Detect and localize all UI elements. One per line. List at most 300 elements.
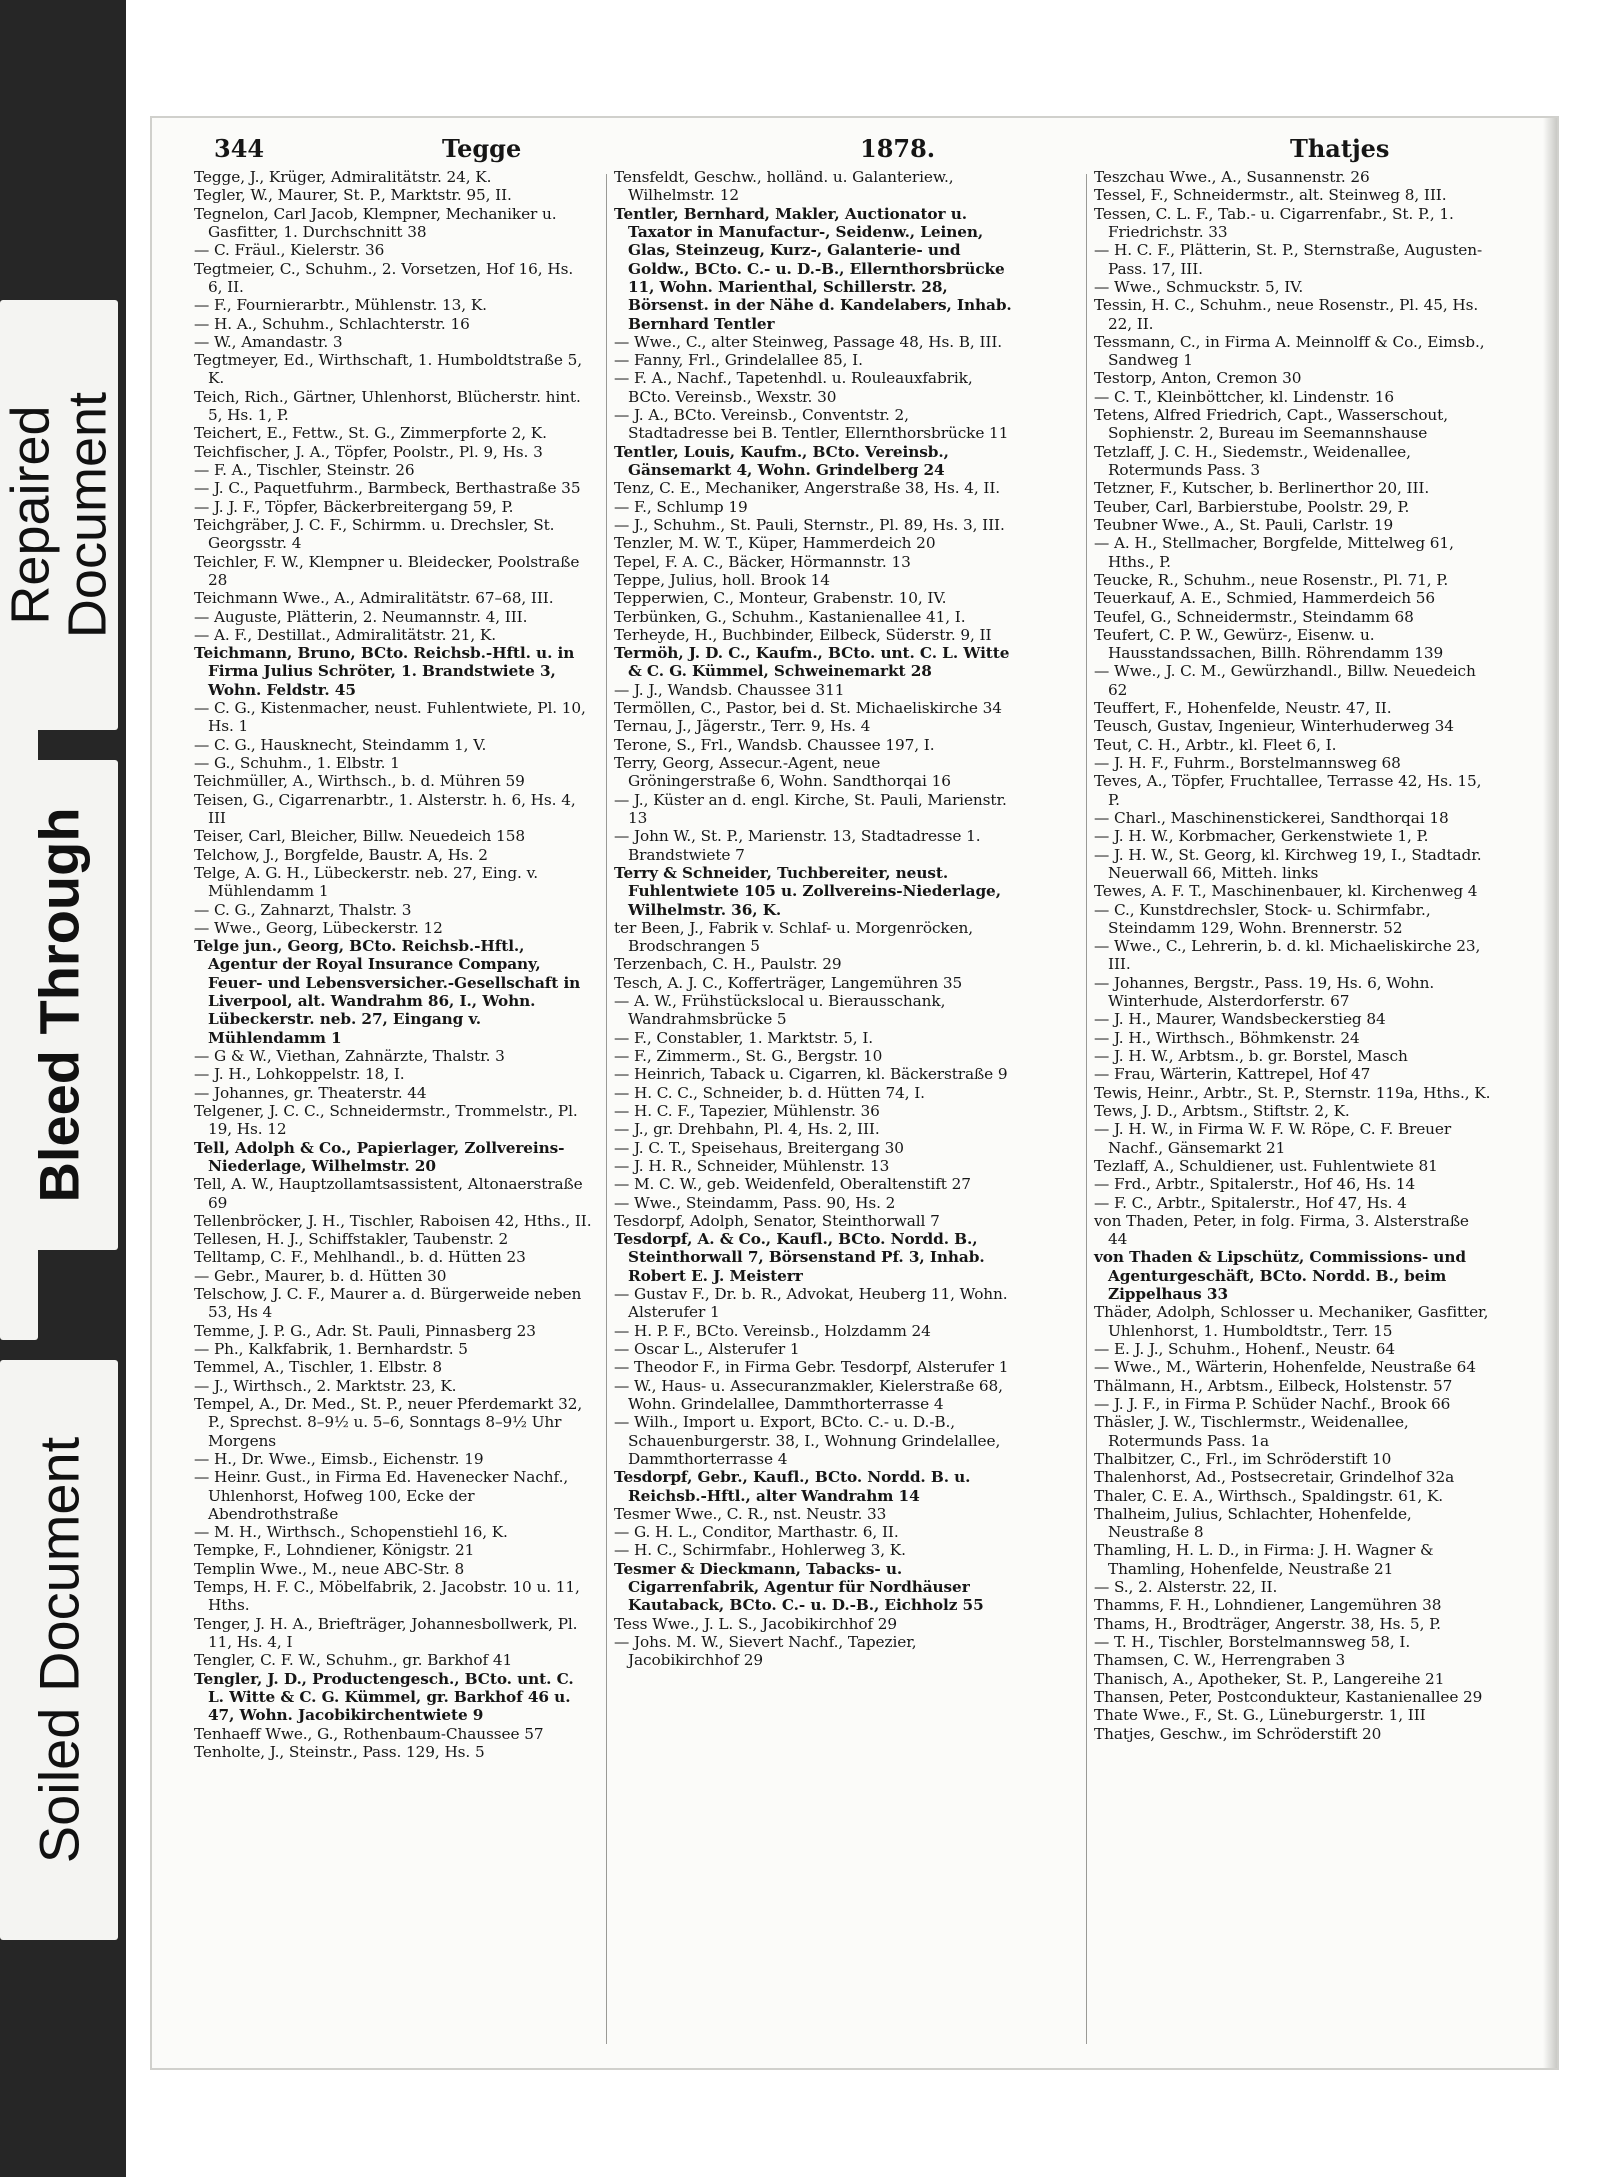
- entry-text: — F. A., Nachf., Tapetenhdl. u. Rouleauxfabrik, BCto. Vereinsb., Wexstr. 30: [614, 369, 973, 406]
- entry-text: — Wwe., C., alter Steinweg, Passage 48, Hs. B, III.: [614, 332, 1003, 351]
- directory-entry: [614, 1340, 1012, 1358]
- directory-page: [152, 118, 1557, 2068]
- directory-entry: [1094, 1468, 1492, 1486]
- directory-entry: [194, 205, 592, 242]
- directory-entry: [1094, 479, 1492, 497]
- entry-text: Tepperwien, C., Monteur, Grabenstr. 10, IV.: [614, 589, 947, 608]
- entry-text: — Wwe., Steindamm, Pass. 90, Hs. 2: [614, 1193, 896, 1212]
- entry-text: Termöllen, C., Pastor, bei d. St. Michaeliskirche 34: [614, 699, 1002, 718]
- entry-text: — H., Dr. Wwe., Eimsb., Eichenstr. 19: [194, 1449, 484, 1468]
- entry-text: Teucke, R., Schuhm., neue Rosenstr., Pl. 71, P.: [1094, 570, 1449, 589]
- directory-entry: [1094, 1633, 1492, 1651]
- directory-entry: [614, 1615, 1012, 1633]
- entry-text: Tengler, C. F. W., Schuhm., gr. Barkhof 41: [194, 1651, 513, 1670]
- directory-entry: [1094, 1377, 1492, 1395]
- entry-text: — A. W., Frühstückslocal u. Bierausschank, Wandrahmsbrücke 5: [614, 992, 946, 1029]
- entry-text: Tegtmeier, C., Schuhm., 2. Vorsetzen, Hof 16, Hs. 6, II.: [194, 259, 574, 296]
- directory-entry: [1094, 443, 1492, 480]
- directory-entry: [1094, 1688, 1492, 1706]
- directory-entry: [1094, 1413, 1492, 1450]
- entry-text: ter Been, J., Fabrik v. Schlaf- u. Morgenröcken, Brodschrangen 5: [614, 918, 974, 956]
- entry-text: Tellenbröcker, J. H., Tischler, Raboisen 42, Hths., II.: [194, 1211, 592, 1230]
- directory-entry: [1094, 809, 1492, 827]
- directory-entry: [194, 919, 592, 937]
- directory-entry: [614, 919, 1012, 956]
- directory-entry: [1094, 1084, 1492, 1102]
- directory-entry: [614, 992, 1012, 1029]
- entry-text: Temme, J. P. G., Adr. St. Pauli, Pinnasberg 23: [194, 1321, 536, 1340]
- entry-text: — Oscar L., Alsterufer 1: [614, 1340, 800, 1358]
- directory-entry: [1094, 937, 1492, 974]
- entry-text: Teusch, Gustav, Ingenieur, Winterhuderweg 34: [1094, 717, 1454, 736]
- entry-text: Terbünken, G., Schuhm., Kastanienallee 41, I.: [614, 607, 966, 626]
- directory-entry: [194, 1047, 592, 1065]
- entry-text: Telchow, J., Borgfelde, Baustr. A, Hs. 2: [194, 845, 488, 864]
- directory-entry: [1094, 736, 1492, 754]
- directory-entry: [1094, 1010, 1492, 1028]
- entry-text: Tetzner, F., Kutscher, b. Berlinerthor 20, III.: [1094, 479, 1430, 498]
- directory-entry: [1094, 772, 1492, 809]
- entry-text: — J. H., Lohkoppelstr. 18, I.: [194, 1065, 405, 1084]
- directory-entry: [194, 1065, 592, 1083]
- entry-text: — Theodor F., in Firma Gebr. Tesdorpf, Alsterufer 1: [614, 1358, 1009, 1377]
- directory-entry: [1094, 186, 1492, 204]
- directory-entry: [614, 1029, 1012, 1047]
- entry-text: Teichler, F. W., Klempner u. Bleidecker, Poolstraße 28: [194, 552, 580, 589]
- entry-text: Terheyde, H., Buchbinder, Eilbeck, Süderstr. 9, II: [614, 625, 992, 644]
- entry-text: Teut, C. H., Arbtr., kl. Fleet 6, I.: [1094, 735, 1337, 754]
- entry-text: — Heinr. Gust., in Firma Ed. Havenecker Nachf., Uhlenhorst, Hofweg 100, Ecke der Abendrothstraße: [194, 1468, 569, 1523]
- directory-entry: [194, 1450, 592, 1468]
- directory-entry: [194, 388, 592, 425]
- entry-text: Tewis, Heinr., Arbtr., St. P., Sternstr. 119a, Hths., K.: [1094, 1083, 1491, 1102]
- directory-entry: [614, 1120, 1012, 1138]
- entry-text: Tempke, F., Lohndiener, Königstr. 21: [194, 1541, 475, 1560]
- entry-text: — J. H. R., Schneider, Mühlenstr. 13: [614, 1156, 890, 1175]
- directory-entry: [1094, 1248, 1492, 1303]
- directory-entry: [1094, 1029, 1492, 1047]
- directory-entry: [614, 168, 1012, 205]
- entry-text: — J. J. F., in Firma P. Schüder Nachf., Brook 66: [1094, 1394, 1451, 1413]
- entry-text: — J. H., Maurer, Wandsbeckerstieg 84: [1094, 1010, 1386, 1029]
- directory-entry: [1094, 516, 1492, 534]
- directory-entry: [194, 1212, 592, 1230]
- entry-text: Terry, Georg, Assecur.-Agent, neue Gröningerstraße 6, Wohn. Sandthorqai 16: [614, 754, 951, 791]
- entry-text: Tesmer & Dieckmann, Tabacks- u. Cigarrenfabrik, Agentur für Nordhäuser Kautaback, BCto. C.- u. D.-B., Eichholz 55: [614, 1559, 984, 1615]
- directory-entry: [1094, 1047, 1492, 1065]
- directory-entry: [194, 1322, 592, 1340]
- entry-text: Telltamp, C. F., Mehlhandl., b. d. Hütten 23: [194, 1248, 526, 1267]
- directory-entry: [614, 1175, 1012, 1193]
- entry-text: — M. C. W., geb. Weidenfeld, Oberaltenstift 27: [614, 1175, 971, 1194]
- directory-entry: [1094, 534, 1492, 571]
- directory-entry: [1094, 406, 1492, 443]
- entry-text: Telschow, J. C. F., Maurer a. d. Bürgerweide neben 53, Hs 4: [194, 1285, 582, 1322]
- directory-entry: [614, 553, 1012, 571]
- directory-entry: [194, 1340, 592, 1358]
- entry-text: Tessin, H. C., Schuhm., neue Rosenstr., Pl. 45, Hs. 22, II.: [1094, 296, 1479, 333]
- directory-entry: [1094, 1578, 1492, 1596]
- directory-column-2: [614, 168, 1012, 1670]
- directory-entry: [194, 315, 592, 333]
- entry-text: — Wwe., Georg, Lübeckerstr. 12: [194, 918, 443, 937]
- directory-entry: [194, 644, 592, 699]
- entry-text: Tesmer Wwe., C. R., nst. Neustr. 33: [614, 1504, 887, 1523]
- entry-text: Teves, A., Töpfer, Fruchtallee, Terrasse 42, Hs. 15, P.: [1094, 772, 1482, 809]
- directory-entry: [1094, 1395, 1492, 1413]
- directory-entry: [1094, 388, 1492, 406]
- entry-text: Teichmüller, A., Wirthsch., b. d. Mühren 59: [194, 772, 525, 791]
- directory-entry: [614, 1523, 1012, 1541]
- directory-entry: [614, 608, 1012, 626]
- entry-text: — Heinrich, Taback u. Cigarren, kl. Bäckerstraße 9: [614, 1065, 1008, 1084]
- entry-text: — J. H. W., in Firma W. F. W. Röpe, C. F. Breuer Nachf., Gänsemarkt 21: [1094, 1120, 1452, 1157]
- entry-text: Tenzler, M. W. T., Küper, Hammerdeich 20: [614, 534, 936, 553]
- entry-text: — Wilh., Import u. Export, BCto. C.- u. D.-B., Schauenburgerstr. 38, I., Wohnung Grindelallee, Dammthorterrasse 4: [614, 1413, 1001, 1468]
- directory-entry: [194, 186, 592, 204]
- entry-text: Tenz, C. E., Mechaniker, Angerstraße 38, Hs. 4, II.: [614, 479, 1001, 498]
- directory-entry: [1094, 662, 1492, 699]
- directory-entry: [194, 553, 592, 590]
- directory-entry: [194, 1615, 592, 1652]
- entry-text: — Frau, Wärterin, Kattrepel, Hof 47: [1094, 1065, 1371, 1084]
- entry-text: Teichmann, Bruno, BCto. Reichsb.-Hftl. u. in Firma Julius Schröter, 1. Brandstwiete 3, Wohn. Feldstr. 45: [194, 644, 575, 699]
- directory-entry: [1094, 296, 1492, 333]
- entry-text: — C. G., Zahnarzt, Thalstr. 3: [194, 900, 412, 919]
- entry-text: Teuffert, F., Hohenfelde, Neustr. 47, II.: [1094, 699, 1392, 718]
- entry-text: Telge, A. G. H., Lübeckerstr. neb. 27, Eing. v. Mühlendamm 1: [194, 863, 539, 901]
- entry-text: — J., Küster an d. engl. Kirche, St. Pauli, Marienstr. 13: [614, 790, 1007, 827]
- directory-entry: [614, 369, 1012, 406]
- directory-entry: [194, 589, 592, 607]
- directory-entry: [1094, 1157, 1492, 1175]
- entry-text: — Ph., Kalkfabrik, 1. Bernhardstr. 5: [194, 1340, 468, 1358]
- entry-text: — G. H. L., Conditor, Marthastr. 6, II.: [614, 1523, 899, 1542]
- entry-text: Tetens, Alfred Friedrich, Capt., Wasserschout, Sophienstr. 2, Bureau im Seemannshause: [1094, 406, 1448, 443]
- directory-entry: [194, 168, 592, 186]
- entry-text: — Auguste, Plätterin, 2. Neumannstr. 4, III.: [194, 607, 528, 626]
- entry-text: Thamms, F. H., Lohndiener, Langemühren 38: [1094, 1596, 1442, 1615]
- directory-entry: [614, 479, 1012, 497]
- directory-entry: [194, 736, 592, 754]
- directory-entry: [614, 351, 1012, 369]
- directory-entry: [194, 1230, 592, 1248]
- directory-entry: [194, 1358, 592, 1376]
- directory-entry: [614, 406, 1012, 443]
- directory-entry: [1094, 1670, 1492, 1688]
- directory-entry: [194, 479, 592, 497]
- entry-text: — E. J. J., Schuhm., Hohenf., Neustr. 64: [1094, 1340, 1396, 1358]
- directory-entry: [614, 1157, 1012, 1175]
- directory-entry: [194, 1175, 592, 1212]
- entry-text: von Thaden, Peter, in folg. Firma, 3. Alsterstraße 44: [1094, 1211, 1469, 1249]
- entry-text: — Johannes, Bergstr., Pass. 19, Hs. 6, Wohn. Winterhude, Alsterdorferstr. 67: [1094, 973, 1435, 1011]
- entry-text: Temmel, A., Tischler, 1. Elbstr. 8: [194, 1358, 443, 1377]
- left-catchword: Tegge: [442, 134, 522, 163]
- right-catchword: Thatjes: [1290, 134, 1390, 163]
- label-text: Bleed Through: [27, 807, 91, 1203]
- directory-entry: [194, 498, 592, 516]
- entry-text: — H. C. F., Tapezier, Mühlenstr. 36: [614, 1101, 880, 1120]
- entry-text: — Gebr., Maurer, b. d. Hütten 30: [194, 1266, 447, 1285]
- directory-entry: [194, 791, 592, 828]
- directory-entry: [1094, 1303, 1492, 1340]
- entry-text: Thansen, Peter, Postcondukteur, Kastanienallee 29: [1094, 1687, 1483, 1706]
- entry-text: Tessen, C. L. F., Tab.- u. Cigarrenfabr., St. P., 1. Friedrichstr. 33: [1094, 204, 1454, 241]
- entry-text: Teufel, G., Schneidermstr., Steindamm 68: [1094, 607, 1414, 626]
- directory-entry: [614, 498, 1012, 516]
- directory-column-3: [1094, 168, 1492, 1743]
- directory-entry: [1094, 699, 1492, 717]
- directory-entry: [1094, 369, 1492, 387]
- directory-entry: [194, 1468, 592, 1523]
- entry-text: Teichfischer, J. A., Töpfer, Poolstr., Pl. 9, Hs. 3: [194, 442, 543, 461]
- directory-entry: [194, 1541, 592, 1559]
- entry-text: — J., Schuhm., St. Pauli, Sternstr., Pl. 89, Hs. 3, III.: [614, 515, 1005, 534]
- entry-text: Thaler, C. E. A., Wirthsch., Spaldingstr. 61, K.: [1094, 1486, 1444, 1505]
- directory-entry: [194, 443, 592, 461]
- entry-text: — J. A., BCto. Vereinsb., Conventstr. 2, Stadtadresse bei B. Tentler, Ellernthorsbrücke 11: [614, 406, 1009, 443]
- directory-entry: [614, 1468, 1012, 1505]
- entry-text: Thamsen, C. W., Herrengraben 3: [1094, 1651, 1346, 1670]
- entry-text: Teiser, Carl, Bleicher, Billw. Neuedeich 158: [194, 827, 525, 846]
- entry-text: — H. C. F., Plätterin, St. P., Sternstraße, Augusten-Pass. 17, III.: [1094, 241, 1483, 278]
- entry-text: — H. A., Schuhm., Schlachterstr. 16: [194, 314, 470, 333]
- directory-entry: [1094, 1725, 1492, 1743]
- entry-text: — F., Constabler, 1. Marktstr. 5, I.: [614, 1028, 874, 1047]
- entry-text: — J., Wirthsch., 2. Marktstr. 23, K.: [194, 1376, 457, 1395]
- entry-text: Tell, Adolph & Co., Papierlager, Zollvereins-Niederlage, Wilhelmstr. 20: [194, 1138, 565, 1175]
- directory-entry: [614, 1377, 1012, 1414]
- directory-entry: [614, 516, 1012, 534]
- entry-text: Tessel, F., Schneidermstr., alt. Steinweg 8, III.: [1094, 186, 1447, 205]
- directory-entry: [614, 827, 1012, 864]
- entry-text: — C. G., Kistenmacher, neust. Fuhlentwiete, Pl. 10, Hs. 1: [194, 699, 586, 736]
- entry-text: — J. J., Wandsb. Chaussee 311: [614, 680, 845, 699]
- entry-text: — J. J. F., Töpfer, Bäckerbreitergang 59, P.: [194, 497, 514, 516]
- entry-text: Thälmann, H., Arbtsm., Eilbeck, Holstenstr. 57: [1094, 1376, 1453, 1395]
- directory-entry: [614, 443, 1012, 480]
- entry-text: Tenhaeff Wwe., G., Rothenbaum-Chaussee 57: [194, 1724, 544, 1743]
- entry-text: Tepel, F. A. C., Bäcker, Hörmannstr. 13: [614, 552, 911, 571]
- directory-entry: [194, 1285, 592, 1322]
- entry-text: — F., Fournierarbtr., Mühlenstr. 13, K.: [194, 296, 487, 315]
- directory-entry: [194, 296, 592, 314]
- entry-text: Testorp, Anton, Cremon 30: [1094, 369, 1302, 388]
- entry-text: — Johannes, gr. Theaterstr. 44: [194, 1083, 427, 1102]
- directory-entry: [614, 955, 1012, 973]
- entry-text: Teichert, E., Fettw., St. G., Zimmerpforte 2, K.: [194, 424, 547, 443]
- year-heading: 1878.: [860, 134, 936, 163]
- directory-entry: [1094, 1487, 1492, 1505]
- directory-entry: [194, 1102, 592, 1139]
- entry-text: Tewes, A. F. T., Maschinenbauer, kl. Kirchenweg 4: [1094, 882, 1478, 901]
- entry-text: Thäsler, J. W., Tischlermstr., Weidenallee, Rotermunds Pass. 1a: [1094, 1413, 1409, 1450]
- entry-text: — Gustav F., Dr. b. R., Advokat, Heuberg 11, Wohn. Alsterufer 1: [614, 1285, 1008, 1322]
- entry-text: — C. Fräul., Kielerstr. 36: [194, 241, 385, 260]
- label-text: Repaired Document: [0, 391, 117, 639]
- entry-text: Thamling, H. L. D., in Firma: J. H. Wagner & Thamling, Hohenfelde, Neustraße 21: [1094, 1541, 1434, 1578]
- directory-entry: [194, 1651, 592, 1669]
- directory-entry: [1094, 1541, 1492, 1578]
- entry-text: Tess Wwe., J. L. S., Jacobikirchhof 29: [614, 1614, 898, 1633]
- entry-text: — J., gr. Drehbahn, Pl. 4, Hs. 2, III.: [614, 1120, 880, 1139]
- directory-entry: [194, 937, 592, 1047]
- entry-text: Tensfeldt, Geschw., holländ. u. Galanteriew., Wilhelmstr. 12: [614, 168, 954, 205]
- directory-entry: [194, 516, 592, 553]
- directory-entry: [614, 1505, 1012, 1523]
- entry-text: Telge jun., Georg, BCto. Reichsb.-Hftl., Agentur der Royal Insurance Company, Feuer- und Lebensversicher.-Gesellschaft in Liverpool, alt. Wandrahm 86, I., Wohn. Lübeckerstr. neb. 27, Eingang v. Mühlendamm 1: [194, 937, 581, 1047]
- entry-text: — C. G., Hausknecht, Steindamm 1, V.: [194, 735, 487, 754]
- directory-entry: [194, 1395, 592, 1450]
- directory-entry: [1094, 589, 1492, 607]
- directory-entry: [194, 626, 592, 644]
- entry-text: Teszchau Wwe., A., Susannenstr. 26: [1094, 168, 1370, 186]
- entry-text: Thanisch, A., Apotheker, St. P., Langereihe 21: [1094, 1669, 1445, 1688]
- directory-entry: [1094, 1212, 1492, 1249]
- directory-entry: [194, 1267, 592, 1285]
- entry-text: — H. C. C., Schneider, b. d. Hütten 74, I.: [614, 1083, 925, 1102]
- directory-entry: [1094, 1615, 1492, 1633]
- entry-text: Termöh, J. D. C., Kaufm., BCto. unt. C. L. Witte & C. G. Kümmel, Schweinemarkt 28: [614, 644, 1010, 681]
- directory-entry: [194, 1377, 592, 1395]
- entry-text: — J. H. W., St. Georg, kl. Kirchweg 19, I., Stadtadr. Neuerwall 66, Mitteh. links: [1094, 845, 1482, 882]
- entry-text: Teichgräber, J. C. F., Schirmm. u. Drechsler, St. Georgsstr. 4: [194, 515, 555, 553]
- entry-text: Tezlaff, A., Schuldiener, ust. Fuhlentwiete 81: [1094, 1156, 1438, 1175]
- directory-entry: [1094, 1102, 1492, 1120]
- directory-entry: [614, 1230, 1012, 1285]
- entry-text: Tegtmeyer, Ed., Wirthschaft, 1. Humboldtstraße 5, K.: [194, 351, 582, 388]
- entry-text: — F., Schlump 19: [614, 497, 748, 516]
- entry-text: Tegler, W., Maurer, St. P., Marktstr. 95, II.: [194, 186, 512, 205]
- entry-text: — J. H. F., Fuhrm., Borstelmannsweg 68: [1094, 754, 1401, 772]
- entry-text: — A. H., Stellmacher, Borgfelde, Mittelweg 61, Hths., P.: [1094, 534, 1454, 571]
- entry-text: Tell, A. W., Hauptzollamtsassistent, Altonaerstraße 69: [194, 1175, 583, 1212]
- directory-entry: [194, 424, 592, 442]
- directory-entry: [1094, 1596, 1492, 1614]
- directory-entry: [614, 1541, 1012, 1559]
- directory-entry: [614, 589, 1012, 607]
- entry-text: Tegnelon, Carl Jacob, Klempner, Mechaniker u. Gasfitter, 1. Durchschnitt 38: [194, 204, 557, 241]
- directory-entry: [1094, 974, 1492, 1011]
- entry-text: Terone, S., Frl., Wandsb. Chaussee 197, I.: [614, 735, 935, 754]
- entry-text: Thalbitzer, C., Frl., im Schröderstift 10: [1094, 1449, 1392, 1468]
- entry-text: Tesch, A. J. C., Kofferträger, Langemühren 35: [614, 973, 963, 992]
- directory-entry: [1094, 626, 1492, 663]
- entry-text: — C. T., Kleinböttcher, kl. Lindenstr. 16: [1094, 387, 1395, 406]
- entry-text: Teubner Wwe., A., St. Pauli, Carlstr. 19: [1094, 515, 1394, 534]
- directory-entry: [1094, 241, 1492, 278]
- entry-text: Teichmann Wwe., A., Admiralitätstr. 67–68, III.: [194, 589, 554, 608]
- directory-entry: [194, 351, 592, 388]
- entry-text: von Thaden & Lipschütz, Commissions- und Agenturgeschäft, BCto. Nordd. B., beim Zippelhaus 33: [1094, 1248, 1466, 1304]
- directory-entry: [614, 1358, 1012, 1376]
- directory-entry: [1094, 1651, 1492, 1669]
- directory-entry: [194, 1248, 592, 1266]
- directory-entry: [1094, 1194, 1492, 1212]
- entry-text: — John W., St. P., Marienstr. 13, Stadtadresse 1. Brandstwiete 7: [614, 827, 981, 864]
- label-tab-soiled: [0, 1360, 118, 1940]
- entry-text: Tesdorpf, A. & Co., Kaufl., BCto. Nordd. B., Steinthorwall 7, Börsenstand Pf. 3, Inhab. Robert E. J. Meisterr: [614, 1230, 985, 1285]
- entry-text: — C., Kunstdrechsler, Stock- u. Schirmfabr., Steindamm 129, Wohn. Brennerstr. 52: [1094, 900, 1431, 937]
- directory-entry: [614, 717, 1012, 735]
- entry-text: — M. H., Wirthsch., Schopenstiehl 16, K.: [194, 1523, 508, 1542]
- entry-text: Tews, J. D., Arbtsm., Stiftstr. 2, K.: [1094, 1101, 1350, 1120]
- directory-entry: [614, 626, 1012, 644]
- directory-entry: [1094, 1340, 1492, 1358]
- directory-entry: [194, 1560, 592, 1578]
- entry-text: — Wwe., Schmuckstr. 5, IV.: [1094, 277, 1304, 296]
- directory-entry: [614, 1194, 1012, 1212]
- directory-entry: [614, 1560, 1012, 1615]
- directory-entry: [1094, 717, 1492, 735]
- directory-entry: [614, 699, 1012, 717]
- entry-text: Tengler, J. D., Productengesch., BCto. unt. C. L. Witte & C. G. Kümmel, gr. Barkhof 46 u. 47, Wohn. Jacobikirchentwiete 9: [194, 1669, 574, 1725]
- directory-entry: [1094, 1175, 1492, 1193]
- directory-entry: [1094, 846, 1492, 883]
- label-tab-repaired: [0, 300, 118, 730]
- entry-text: Thams, H., Brodträger, Angerstr. 38, Hs. 5, P.: [1094, 1614, 1441, 1633]
- directory-entry: [614, 1084, 1012, 1102]
- directory-entry: [1094, 1505, 1492, 1542]
- entry-text: Ternau, J., Jägerstr., Terr. 9, Hs. 4: [614, 717, 871, 736]
- entry-text: Teufert, C. P. W., Gewürz-, Eisenw. u. Hausstandssachen, Billh. Röhrendamm 139: [1094, 625, 1444, 663]
- entry-text: — W., Haus- u. Assecuranzmakler, Kielerstraße 68, Wohn. Grindelallee, Dammthorterrasse 4: [614, 1376, 1003, 1413]
- entry-text: — F., Zimmerm., St. G., Bergstr. 10: [614, 1047, 883, 1065]
- directory-entry: [1094, 333, 1492, 370]
- entry-text: Tessmann, C., in Firma A. Meinnolff & Co., Eimsb., Sandweg 1: [1094, 332, 1485, 370]
- directory-entry: [194, 864, 592, 901]
- entry-text: — S., 2. Alsterstr. 22, II.: [1094, 1578, 1278, 1597]
- directory-entry: [1094, 498, 1492, 516]
- entry-text: Teppe, Julius, holl. Brook 14: [614, 570, 830, 589]
- directory-entry: [194, 846, 592, 864]
- entry-text: — H. P. F., BCto. Vereinsb., Holzdamm 24: [614, 1321, 931, 1340]
- directory-entry: [1094, 168, 1492, 186]
- entry-text: — Johs. M. W., Sievert Nachf., Tapezier, Jacobikirchhof 29: [614, 1633, 917, 1670]
- entry-text: — Wwe., M., Wärterin, Hohenfelde, Neustraße 64: [1094, 1358, 1476, 1377]
- entry-text: — H. C., Schirmfabr., Hohlerweg 3, K.: [614, 1541, 906, 1560]
- entry-text: Thalenhorst, Ad., Postsecretair, Grindelhof 32a: [1094, 1468, 1455, 1487]
- directory-entry: [614, 754, 1012, 791]
- directory-entry: [614, 681, 1012, 699]
- directory-entry: [194, 1670, 592, 1725]
- entry-text: — Wwe., C., Lehrerin, b. d. kl. Michaeliskirche 23, III.: [1094, 937, 1481, 974]
- directory-entry: [614, 1322, 1012, 1340]
- entry-text: Tempel, A., Dr. Med., St. P., neuer Pferdemarkt 32, P., Sprechst. 8–9½ u. 5–6, Sonntags 8–9½ Uhr Morgens: [194, 1394, 583, 1450]
- entry-text: Tentler, Louis, Kaufm., BCto. Vereinsb., Gänsemarkt 4, Wohn. Grindelberg 24: [614, 442, 949, 479]
- label-text: Soiled Document: [27, 1436, 91, 1864]
- column-divider: [606, 174, 607, 2044]
- column-divider: [1086, 174, 1087, 2044]
- directory-entry: [614, 864, 1012, 919]
- directory-entry: [194, 772, 592, 790]
- entry-text: — Charl., Maschinenstickerei, Sandthorqai 18: [1094, 808, 1449, 827]
- entry-text: Teich, Rich., Gärtner, Uhlenhorst, Blücherstr. hint. 5, Hs. 1, P.: [194, 387, 581, 425]
- directory-entry: [1094, 1120, 1492, 1157]
- directory-entry: [614, 1212, 1012, 1230]
- label-tab-bleed-through: [0, 760, 118, 1250]
- directory-entry: [614, 205, 1012, 333]
- entry-text: Temps, H. F. C., Möbelfabrik, 2. Jacobstr. 10 u. 11, Hths.: [194, 1578, 580, 1615]
- entry-text: — J. H. W., Korbmacher, Gerkenstwiete 1, P.: [1094, 827, 1429, 846]
- directory-entry: [614, 333, 1012, 351]
- directory-entry: [194, 1725, 592, 1743]
- directory-entry: [1094, 608, 1492, 626]
- entry-text: Tesdorpf, Gebr., Kaufl., BCto. Nordd. B. u. Reichsb.-Hftl., alter Wandrahm 14: [614, 1468, 971, 1505]
- directory-entry: [614, 1413, 1012, 1468]
- directory-entry: [194, 1578, 592, 1615]
